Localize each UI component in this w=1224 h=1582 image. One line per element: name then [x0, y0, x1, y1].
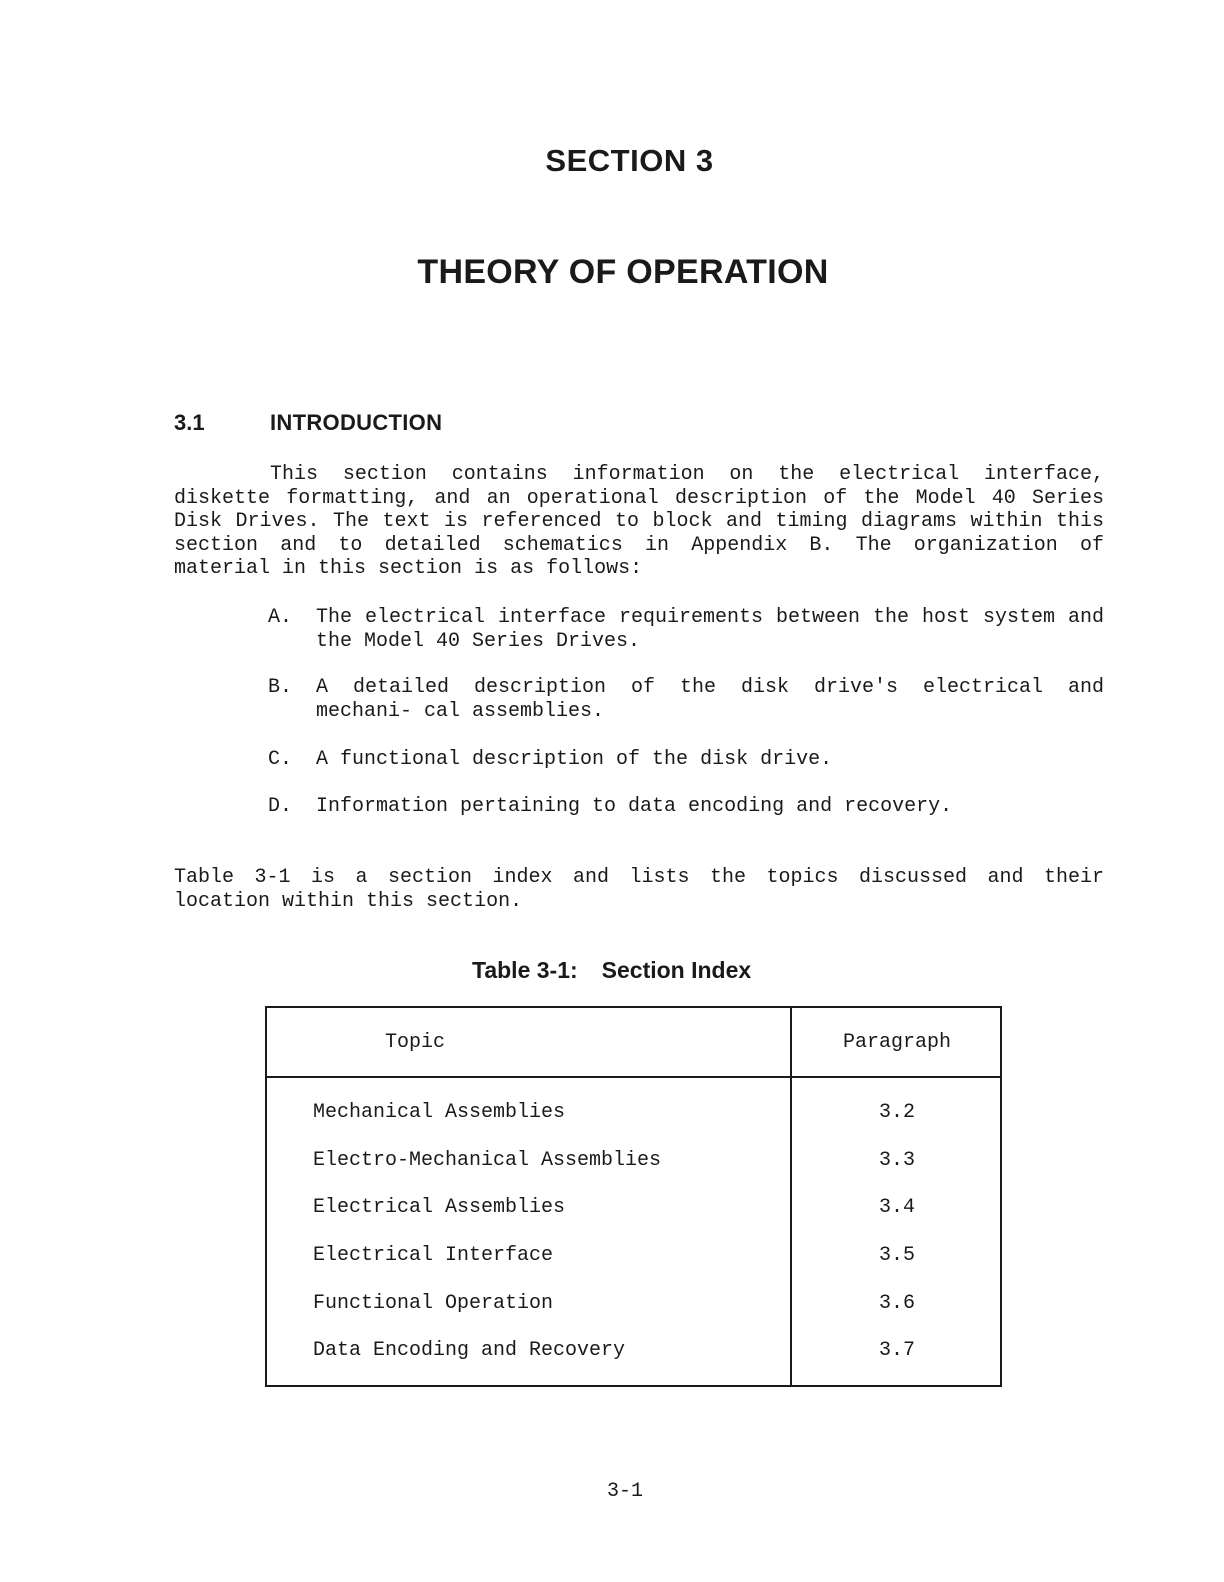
heading-text: INTRODUCTION — [270, 410, 443, 435]
table-row-topic: Electrical Assemblies — [313, 1196, 566, 1219]
table-header-divider — [267, 1076, 1000, 1078]
table-row-paragraph: 3.2 — [878, 1101, 915, 1124]
table-row-paragraph: 3.5 — [878, 1244, 915, 1267]
list-letter-c: C. — [268, 748, 293, 771]
list-line: the Model 40 Series Drives. — [316, 629, 641, 653]
table-row-topic: Mechanical Assemblies — [313, 1101, 566, 1124]
intro-line: The text is referenced to block and timing diagrams within this section and to — [174, 510, 1104, 557]
list-line: Information pertaining to data encoding and recovery. — [316, 795, 953, 818]
intro-line: detailed schematics in Appendix B. The organization of material in this — [174, 533, 1104, 580]
intro-paragraph — [174, 463, 1104, 581]
index-line: within this section. — [282, 889, 523, 913]
list-letter-a: A. — [268, 606, 293, 629]
list-line: cal assemblies. — [424, 699, 605, 723]
table-row-topic: Data Encoding and Recovery — [313, 1339, 626, 1362]
list-item-d — [316, 795, 1104, 819]
section-index-table — [265, 1006, 1002, 1387]
heading-number: 3.1 — [174, 410, 205, 435]
list-line: A functional description of the disk drive. — [316, 748, 833, 771]
table-caption — [472, 957, 751, 984]
list-line: The electrical interface requirements between the host system and — [316, 606, 1104, 629]
table-header-topic: Topic — [385, 1031, 446, 1054]
list-item-b — [316, 676, 1104, 723]
table-row-topic: Electro-Mechanical Assemblies — [313, 1149, 662, 1172]
table-row-topic: Functional Operation — [313, 1292, 554, 1315]
table-row-topic: Electrical Interface — [313, 1244, 554, 1267]
section-title: THEORY OF OPERATION — [417, 253, 829, 291]
index-line: Table 3-1 is a section index and lists the topics discussed and their location — [174, 866, 1104, 913]
table-header-paragraph: Paragraph — [842, 1031, 952, 1054]
list-item-a — [316, 606, 1104, 653]
page-number: 3-1 — [606, 1480, 643, 1503]
index-paragraph — [174, 866, 1104, 913]
section-number: SECTION 3 — [545, 143, 714, 178]
table-caption-title: Section Index — [601, 957, 752, 983]
intro-line: This section contains information on the electrical interface, diskette — [174, 463, 1104, 510]
list-item-c — [316, 748, 1104, 772]
list-letter-b: B. — [268, 676, 293, 699]
table-row-paragraph: 3.3 — [878, 1149, 915, 1172]
list-line: A detailed description of the disk drive's electrical and mechani- — [316, 676, 1104, 723]
table-row-paragraph: 3.7 — [878, 1339, 915, 1362]
intro-line: section is as follows: — [378, 557, 643, 580]
list-letter-d: D. — [268, 795, 293, 818]
table-caption-number: Table 3-1: — [472, 957, 578, 983]
table-row-paragraph: 3.4 — [878, 1196, 915, 1219]
table-row-paragraph: 3.6 — [878, 1292, 915, 1315]
intro-line: formatting, and an operational description of the Model 40 Series Disk Drives. — [174, 486, 1104, 533]
